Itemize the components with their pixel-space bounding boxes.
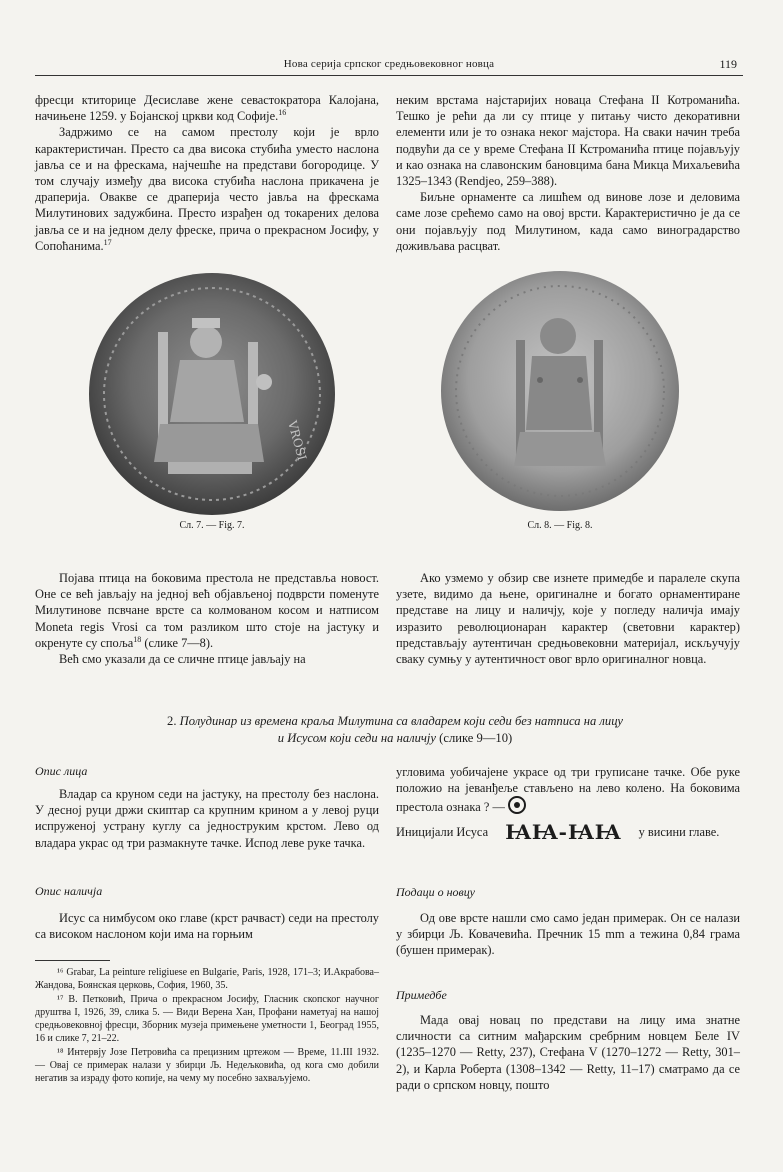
- footnotes: [35, 966, 379, 1086]
- paragraph-text: фресци ктиторице Десиславе жене севастократора Калојана, начињене 1259. у Бојанској цркви код Софије.: [35, 93, 379, 124]
- paragraph-text: Исус са нимбусом око главе (крст рачваст) седи на престолу са високом наслоном који има на горњим: [35, 911, 379, 942]
- throne-mark-icon: [508, 796, 526, 814]
- footnote-ref: 18: [133, 634, 142, 644]
- section-heading: [60, 713, 730, 747]
- footnote-16: ¹⁶ Grabar, La peinture religiuese en Bulgarie, Paris, 1928, 171–3; И.Акрабова–Жандова, Боянская церковь, София, 1960, 35.: [35, 967, 379, 992]
- coin-data-heading: Подаци о новцу: [396, 885, 475, 899]
- running-title: Нова серија српског средњовековног новца: [283, 58, 495, 70]
- paragraph-text: угловима уобичајене украсе од три груписане тачке. Обе руке положио на јеванђеље стављено на лево колено. На боковима престола ознака ? —: [396, 765, 740, 815]
- paragraph-text: Већ смо указали да се сличне птице јављају на: [59, 652, 306, 667]
- coin-figure-8: [440, 270, 680, 512]
- footnote-17: ¹⁷ В. Петковић, Прича о прекрасном Јосифу, Гласник скопског научног друштва I, 1926, 39, слика 5. — Види Верена Хан, Профани наметуај на нашој средњовековној фресци, Зборник музеја примењене уметности 1, Београд 1955, 16 и слике 7, 21–22.: [35, 993, 379, 1045]
- obverse-description: [35, 786, 379, 851]
- section-title-line2: и Исусом који седи на наличју: [277, 731, 436, 745]
- page-number: 119: [719, 57, 737, 71]
- remarks-text: [396, 1012, 740, 1093]
- mid-left-column: [35, 570, 379, 667]
- footnote-ref: 16: [278, 108, 287, 118]
- paragraph-text: Задржимо се на самом престолу који је врло карактеристичан. Престо са два висока стубића уместо наслона јавља се и на фрескама, најчешће на представи богородице. У том случају између два висока стубића наслона прикачена је драперија. Овакве се драперија често јавља на фрескама Милутинових задужбина. Престо израђен од токарених делова јавља се и на једном делу фреске, прича о прекрасном Јосифу, у Сопоћанима.: [35, 125, 379, 253]
- running-header: [35, 58, 743, 76]
- jesus-initials-glyph: ꙖꙖ-ꙖꙖ: [505, 819, 622, 844]
- coin-figure-7: [88, 272, 336, 516]
- section-title-line1: Полудинар из времена краља Милутина са владарем који седи без натписа на лицу: [179, 714, 623, 728]
- figure-7-caption: Сл. 7. — Fig. 7.: [179, 520, 245, 531]
- top-right-column: [396, 92, 740, 254]
- paragraph-text: Мада овај новац по представи на лицу има знатне сличности са ситним мађарским сребрним новцем Беле IV (1235–1270 — Retty, 237), Стефана V (1270–1272 — Retty, 301–2), и Карла Роберта (1308–1342 — Retty, 11–17) сматрамо да се ради о српском новцу, пошто: [396, 1013, 740, 1092]
- obverse-heading: Опис лица: [35, 764, 88, 778]
- reverse-description: [35, 910, 379, 942]
- initials-label: Иницијали Исуса: [396, 824, 489, 839]
- initials-location: у висини главе.: [638, 824, 720, 839]
- remarks-heading: Примедбе: [396, 988, 447, 1002]
- paragraph-text: Биљне орнаменте са лишћем од винове лозе и деловима саме лозе срећемо само на овој врсти. Карактеристично је да се они појављују под Милутином, када само виноградарство доживљава расцват.: [396, 190, 740, 253]
- footnote-divider: [35, 960, 110, 961]
- mid-right-column: [396, 570, 740, 667]
- paragraph-text: Појава птица на боковима престола не представља новост. Оне се већ јављају на једној већ објављеној подврсти поменуте Милутинове псвчане врсте са колмованом косом и натписом Moneta regis Vrosi са том разликом што стоје на јастуку и окренуте су споља: [35, 571, 379, 650]
- footnote-18: ¹⁸ Интервју Јозе Петровића са прецизним цртежом — Време, 11.III 1932. — Овај се примерак налази у збирци Љ. Недељковића, од кога смо добили негатив за израду фото копије, на чему му посебно захваљујемо.: [35, 1046, 379, 1085]
- paragraph-text: Ако узмемо у обзир све изнете примедбе и паралеле скупа узете, видимо да њене, оригиналне и богато орнаментиране представе на лицу и наличју, које у погледу наличја имају изразито революционаран карактер (световни карактер) представљају аутентичан средњовековни материјал, искључују сваку сумњу у аутентичност овог врло оригиналног новца.: [396, 571, 740, 667]
- figure-8-caption: Сл. 8. — Fig. 8.: [527, 520, 593, 531]
- paragraph-text: неким врстама најстаријих новаца Стефана II Котроманића. Тешко је рећи да ли су птице у питању чисто декоративни елементи или је то ознака неког мајстора. На сваки начин треба подвући да се у време Стефана II Кстроманића птице појављују и као ознака на славонским бановцима бана Микца Михаљевића 1325–1343 (Rendjeo, 259–388).: [396, 93, 740, 189]
- top-left-column: [35, 92, 379, 254]
- footnote-ref: 17: [103, 237, 112, 247]
- paragraph-text: Владар са круном седи на јастуку, на престолу без наслона. У десној руци држи скиптар са крупним крином а у левој руци испруженој устрану куглу са једноструким крстом. Лево од владара украс од три размакнуте тачке. Испод леве руке тачка.: [35, 787, 379, 850]
- svg-text:VROSI: VROSI: [285, 419, 310, 462]
- reverse-continuation: [396, 764, 740, 844]
- reverse-heading: Опис наличја: [35, 884, 103, 898]
- coin-data-text: [396, 910, 740, 959]
- figure-reference: (слике 7—8).: [144, 635, 214, 650]
- section-number: 2.: [167, 714, 177, 728]
- paragraph-text: Од ове врсте нашли смо само један примерак. Он се налази у збирци Љ. Ковачевића. Пречник 15 mm а тежина 0,84 грама (бушен примерак).: [396, 911, 740, 958]
- section-figure-refs: (слике 9—10): [439, 731, 513, 745]
